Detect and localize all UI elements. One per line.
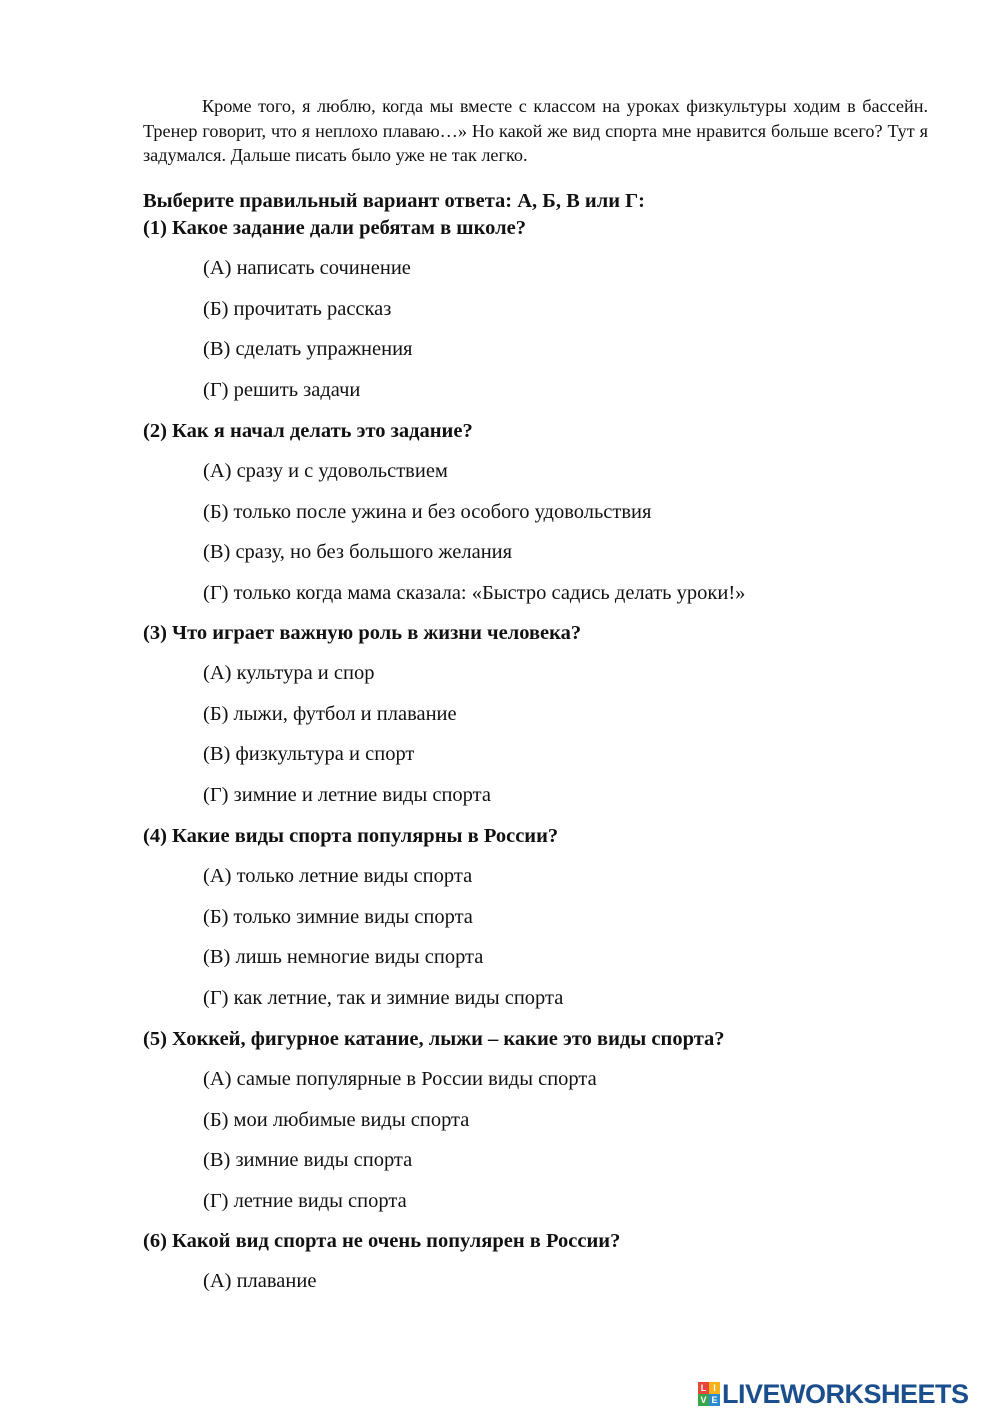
answer-option[interactable]: (В) зимние виды спорта <box>203 1149 413 1171</box>
question-1-options <box>143 255 963 417</box>
question-2-options <box>143 458 963 620</box>
question-3-options <box>143 660 963 822</box>
logo-text: LIVEWORKSHEETS <box>722 1379 969 1409</box>
question-1: (1) Какое задание дали ребятам в школе? <box>143 217 526 239</box>
question-6: (6) Какой вид спорта не очень популярен в России? <box>143 1230 621 1252</box>
answer-option[interactable]: (А) самые популярные в России виды спорта <box>203 1068 597 1090</box>
answer-option[interactable]: (А) плавание <box>203 1270 317 1292</box>
question-block-3 <box>143 620 963 822</box>
answer-option[interactable]: (В) сделать упражнения <box>203 338 413 360</box>
intro-paragraph: Кроме того, я люблю, когда мы вместе с классом на уроках физкультуры ходим в бассейн. Тренер говорит, что я неплохо плаваю…» Но какой же вид спорта мне нравится больше всего? Тут я задумался. Дальше писать было уже не так легко. <box>143 96 928 165</box>
question-3: (3) Что играет важную роль в жизни человека? <box>143 622 582 644</box>
badge-letter: I <box>709 1382 720 1394</box>
answer-option[interactable]: (Б) только после ужина и без особого удовольствия <box>203 500 652 523</box>
question-4: (4) Какие виды спорта популярны в России? <box>143 825 559 847</box>
badge-letter: L <box>698 1382 709 1394</box>
question-5: (5) Хоккей, фигурное катание, лыжи – какие это виды спорта? <box>143 1028 725 1050</box>
badge-letter: V <box>698 1394 709 1406</box>
answer-option[interactable]: (А) сразу и с удовольствием <box>203 460 448 482</box>
question-block-1 <box>143 215 963 417</box>
answer-option[interactable]: (А) культура и спор <box>203 662 375 684</box>
answer-option[interactable]: (Г) решить задачи <box>203 378 361 401</box>
answer-option[interactable]: (Г) как летние, так и зимние виды спорта <box>203 986 564 1009</box>
instruction-heading: Выберите правильный вариант ответа: А, Б, В или Г: <box>143 190 646 212</box>
answer-option[interactable]: (А) написать сочинение <box>203 257 411 279</box>
answer-option[interactable]: (Г) только когда мама сказала: «Быстро садись делать уроки!» <box>203 581 746 604</box>
question-4-options <box>143 863 963 1025</box>
answer-option[interactable]: (В) лишь немногие виды спорта <box>203 946 484 968</box>
badge-letter: E <box>709 1394 720 1406</box>
answer-option[interactable]: (Г) зимние и летние виды спорта <box>203 783 491 806</box>
answer-option[interactable]: (Б) мои любимые виды спорта <box>203 1108 470 1131</box>
answer-option[interactable]: (Б) только зимние виды спорта <box>203 905 473 928</box>
answer-option[interactable]: (Б) прочитать рассказ <box>203 297 392 320</box>
question-2: (2) Как я начал делать это задание? <box>143 420 473 442</box>
answer-option[interactable]: (В) физкультура и спорт <box>203 743 415 765</box>
question-block-6 <box>143 1228 963 1309</box>
answer-option[interactable]: (А) только летние виды спорта <box>203 865 473 887</box>
answer-option[interactable]: (Б) лыжи, футбол и плавание <box>203 702 457 725</box>
liveworksheets-logo <box>698 1379 969 1409</box>
question-block-4 <box>143 823 963 1025</box>
answer-option[interactable]: (Г) летние виды спорта <box>203 1189 407 1212</box>
question-6-options <box>143 1268 963 1309</box>
answer-option[interactable]: (В) сразу, но без большого желания <box>203 541 513 563</box>
question-block-5 <box>143 1026 963 1228</box>
question-block-2 <box>143 418 963 620</box>
question-5-options <box>143 1066 963 1228</box>
logo-badge-icon <box>698 1382 720 1406</box>
